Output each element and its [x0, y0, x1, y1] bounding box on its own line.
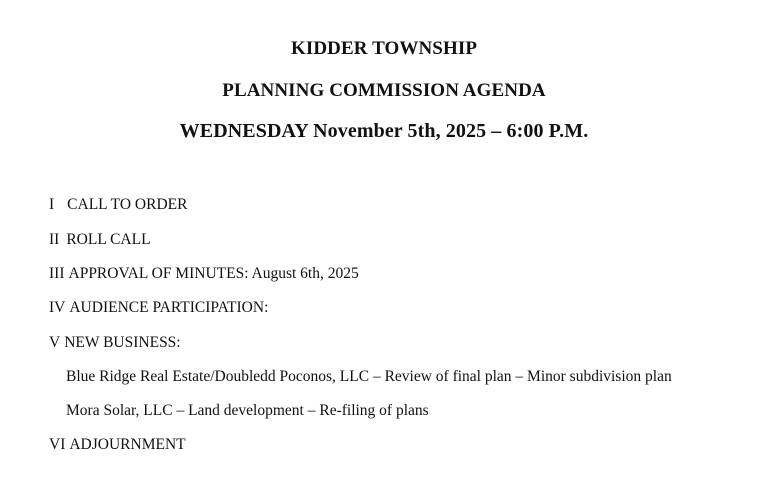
agenda-item-number: II: [49, 231, 60, 248]
agenda-item-number: I: [49, 196, 55, 213]
new-business-item: Mora Solar, LLC – Land development – Re-filing of plans: [66, 402, 429, 419]
agenda-item-approval-of-minutes: [49, 265, 359, 283]
agenda-item-call-to-order: [49, 196, 187, 214]
agenda-item-number: V: [49, 334, 61, 351]
agenda-item-number: VI: [49, 436, 66, 453]
agenda-title: PLANNING COMMISSION AGENDA: [222, 80, 546, 101]
meeting-date: WEDNESDAY November 5th, 2025 – 6:00 P.M.: [179, 120, 589, 142]
agenda-item-text: AUDIENCE PARTICIPATION:: [69, 299, 269, 316]
agenda-item-number: III: [49, 265, 65, 282]
new-business-item: Blue Ridge Real Estate/Doubledd Poconos, LLC – Review of final plan – Minor subdivision plan: [66, 368, 672, 385]
agenda-item-text: ROLL CALL: [66, 231, 151, 248]
agenda-item-text: NEW BUSINESS:: [64, 334, 181, 351]
agenda-item-adjournment: [49, 436, 186, 454]
agenda-item-number: IV: [49, 299, 66, 316]
agenda-item-audience-participation: [49, 299, 268, 317]
agenda-item-new-business: [49, 334, 181, 352]
agenda-item-text: CALL TO ORDER: [67, 196, 188, 213]
township-title: KIDDER TOWNSHIP: [290, 38, 478, 59]
agenda-item-roll-call: [49, 231, 151, 249]
agenda-item-text: APPROVAL OF MINUTES: August 6th, 2025: [68, 265, 359, 282]
agenda-item-text: ADJOURNMENT: [69, 436, 186, 453]
